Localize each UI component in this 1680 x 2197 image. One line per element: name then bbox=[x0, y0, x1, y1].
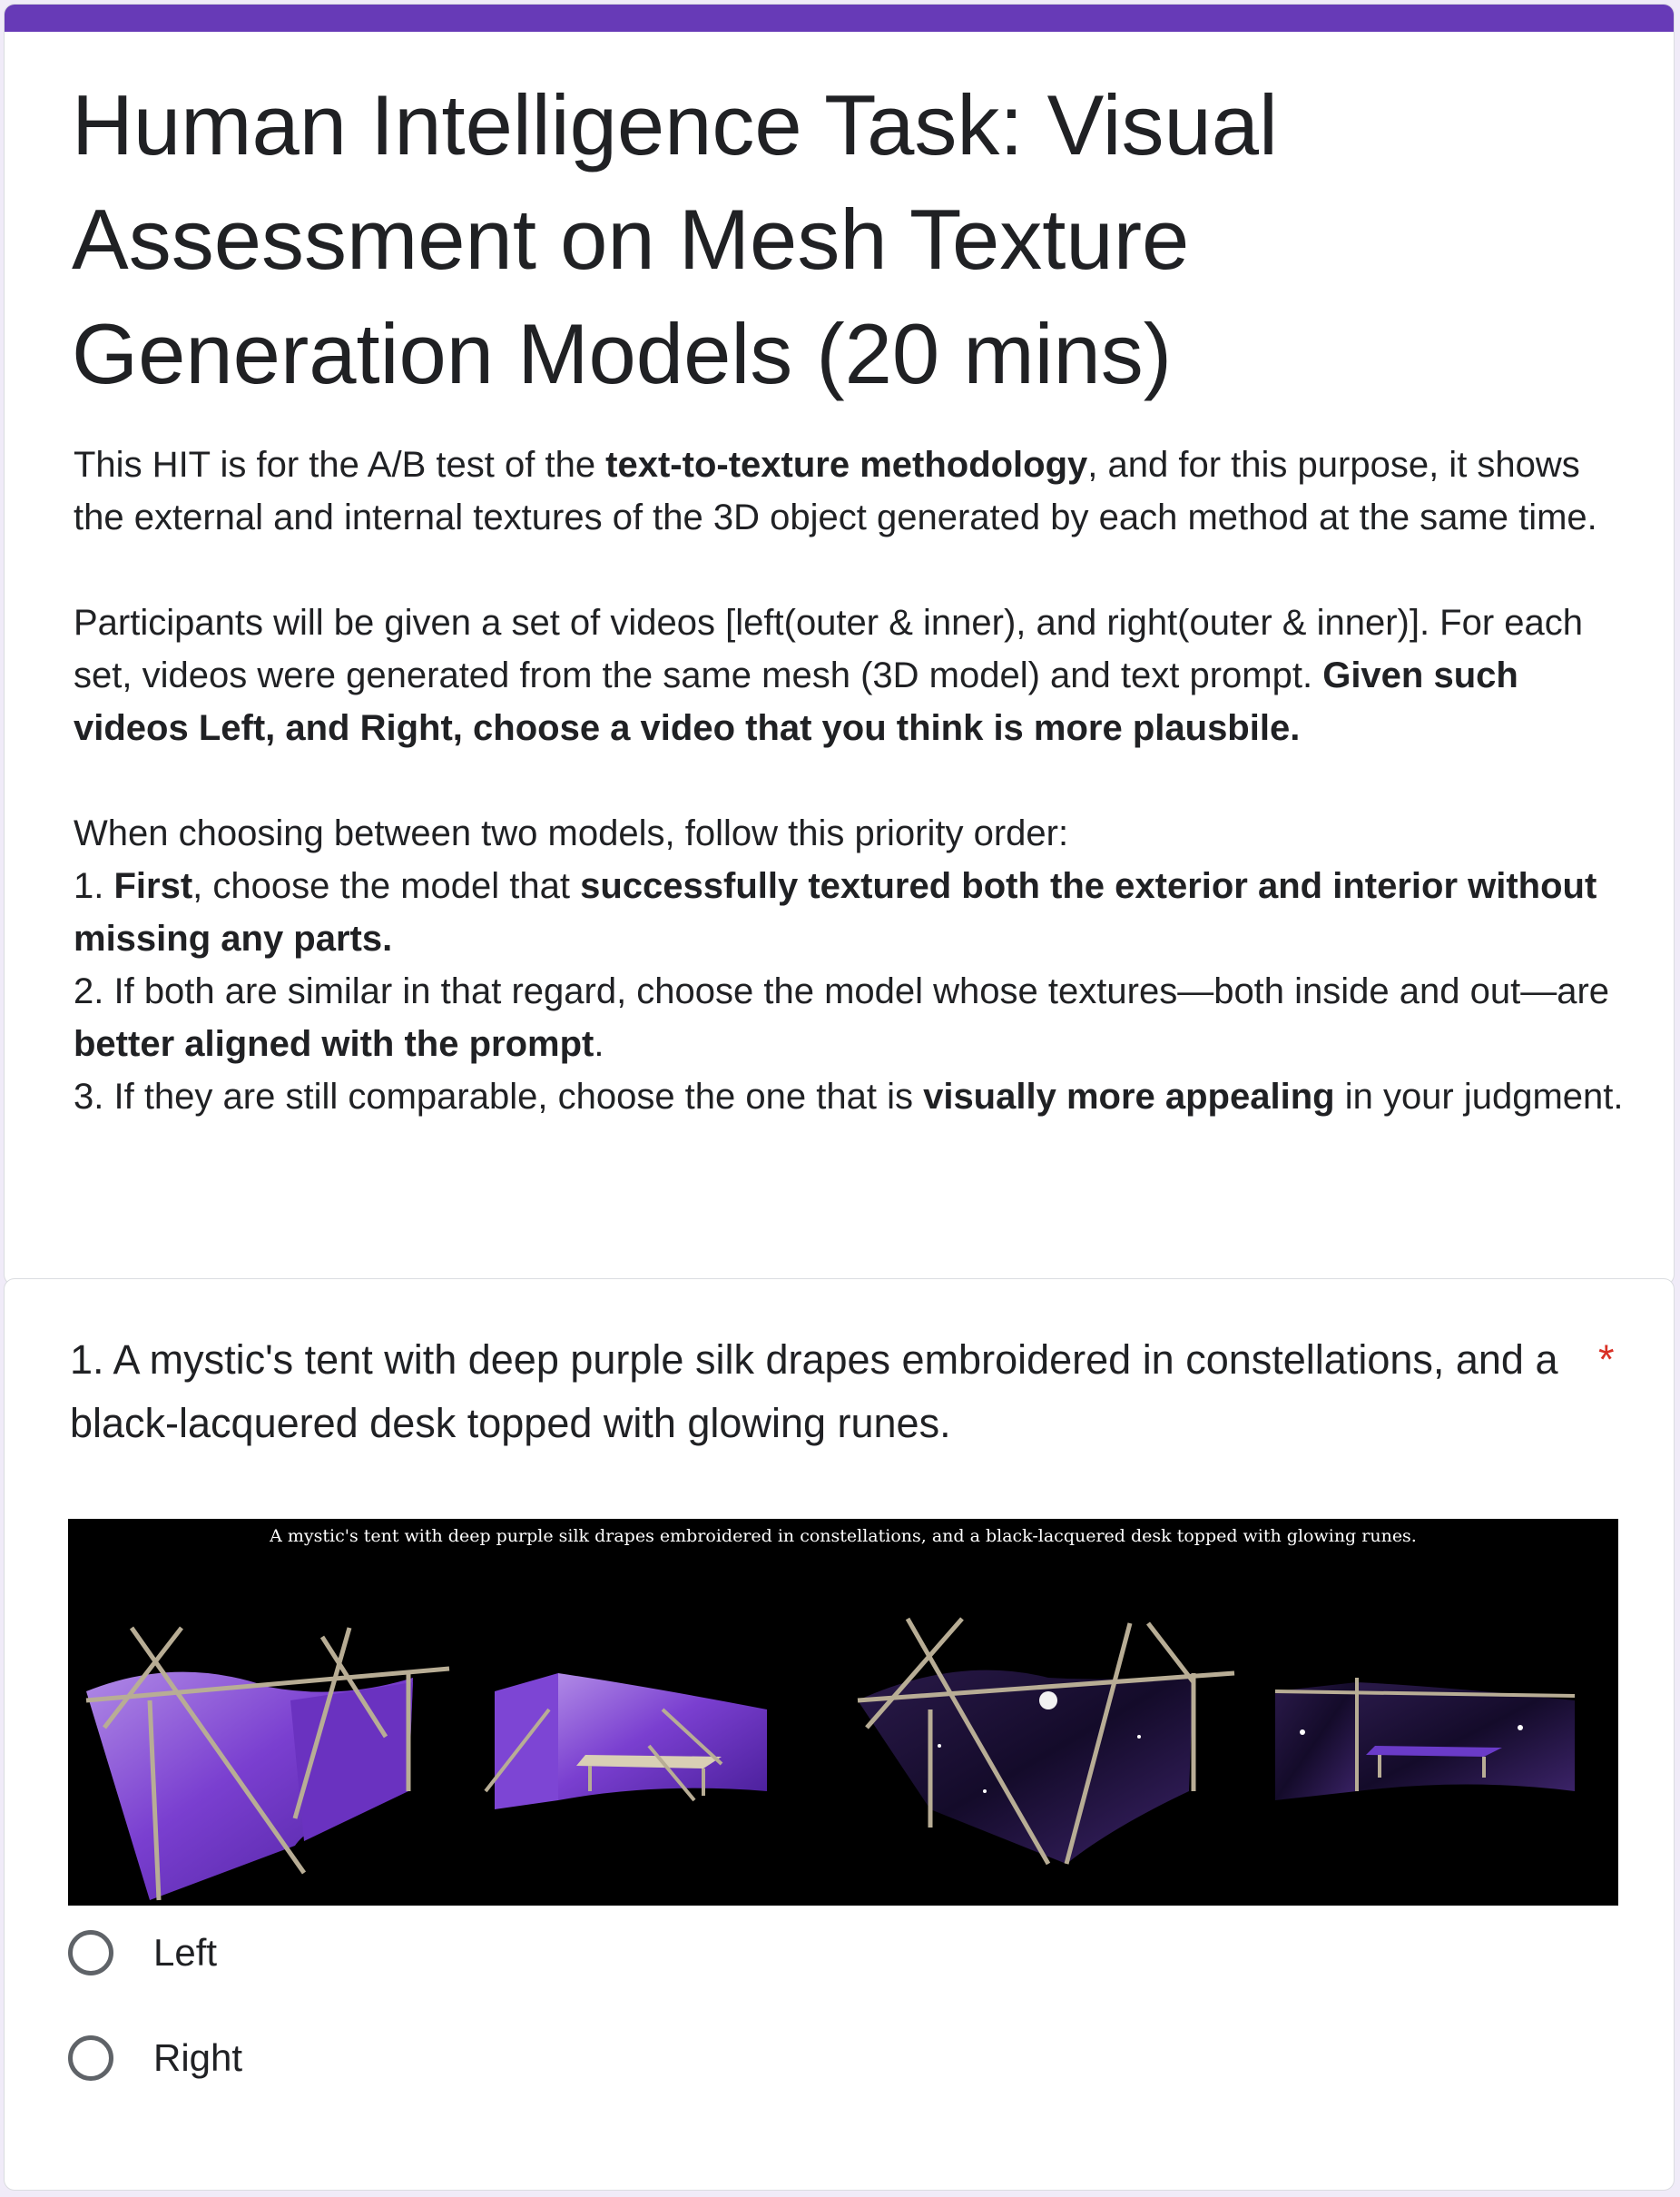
option-right[interactable] bbox=[68, 2031, 242, 2085]
right-inner-tent-render bbox=[1275, 1678, 1575, 1800]
option-left-label: Left bbox=[153, 1931, 218, 1974]
video-frame-illustration bbox=[68, 1519, 1618, 1906]
description-paragraph-1 bbox=[74, 438, 1635, 544]
desc-text: Participants will be given a set of videos [left(outer & inner), and right(outer & inner)]. For each set, videos were generated from the same mesh (3D model) and text prompt. bbox=[74, 603, 1584, 695]
desc-bold-text: visually more appealing bbox=[923, 1077, 1335, 1117]
video-caption: A mystic's tent with deep purple silk drapes embroidered in constellations, and a black-lacquered desk topped with glowing runes. bbox=[270, 1526, 1417, 1546]
priority-item-2: 2. If both are similar in that regard, choose the model whose textures—both inside and out—are bbox=[74, 971, 1610, 1011]
form-description bbox=[74, 438, 1635, 1123]
description-paragraph-2 bbox=[74, 596, 1635, 754]
desc-bold-text: First bbox=[113, 866, 193, 906]
question-text: 1. A mystic's tent with deep purple silk drapes embroidered in constellations, and a black-lacquered desk topped with glowing runes. bbox=[70, 1336, 1558, 1446]
question-card bbox=[4, 1278, 1675, 2191]
desc-text: , and for this purpose, it shows the external and internal textures of the 3D object generated by each method at the same time. bbox=[74, 445, 1597, 537]
required-asterisk: * bbox=[1598, 1336, 1615, 1383]
desc-text: This HIT is for the A/B test of the bbox=[74, 445, 606, 485]
desc-bold-text: better aligned with the prompt bbox=[74, 1024, 594, 1064]
desc-bold-text: text-to-texture methodology bbox=[605, 445, 1088, 485]
right-outer-tent-render bbox=[858, 1619, 1234, 1864]
form-title: Human Intelligence Task: Visual Assessment on Mesh Texture Generation Models (20 mins) bbox=[72, 77, 1278, 401]
desc-bold-text: successfully textured both the exterior and interior without missing any parts. bbox=[74, 866, 1597, 959]
priority-intro: When choosing between two models, follow this priority order: bbox=[74, 813, 1069, 853]
option-right-label: Right bbox=[153, 2036, 243, 2079]
desc-text: . bbox=[594, 1024, 604, 1064]
priority-item-3: 3. If they are still comparable, choose the one that is bbox=[74, 1077, 924, 1117]
option-left[interactable] bbox=[68, 1926, 217, 1980]
desc-text: , choose the model that bbox=[192, 866, 581, 906]
left-inner-tent-render bbox=[486, 1673, 767, 1809]
form-header-card bbox=[4, 4, 1675, 1286]
left-outer-tent-render bbox=[86, 1628, 449, 1900]
radio-left[interactable] bbox=[68, 1930, 113, 1975]
comparison-video[interactable] bbox=[68, 1519, 1618, 1906]
radio-right[interactable] bbox=[68, 2035, 113, 2081]
desc-text: in your judgment. bbox=[1334, 1077, 1624, 1117]
form-accent-bar bbox=[5, 5, 1674, 32]
priority-item-1: 1. bbox=[74, 866, 114, 906]
desc-bold-text: Given such videos Left, and Right, choose a video that you think is more plausbile. bbox=[74, 655, 1518, 748]
description-paragraph-3 bbox=[74, 807, 1635, 1123]
